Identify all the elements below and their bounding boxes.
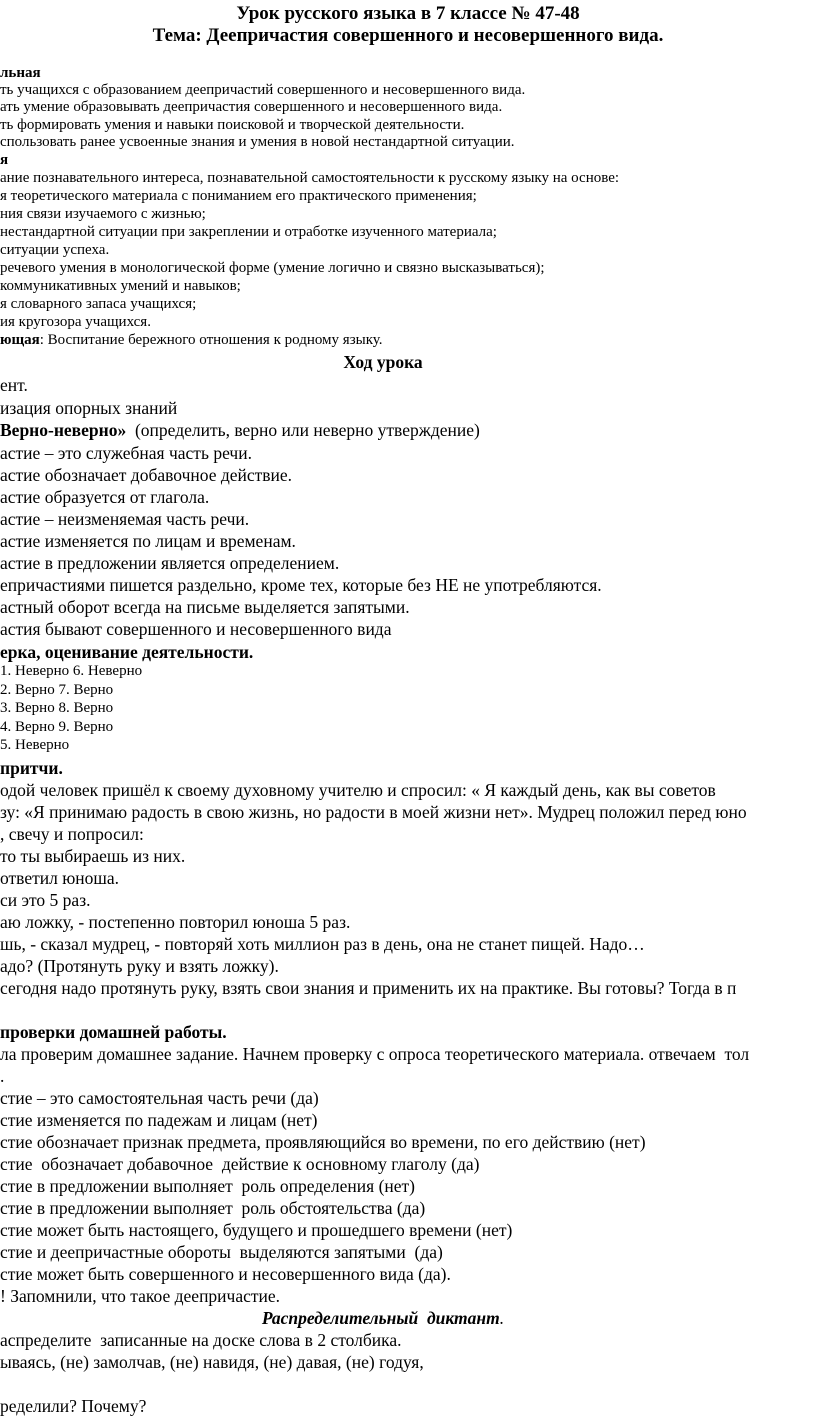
game-description: (определить, верно или неверно утверждение) (126, 420, 480, 440)
statement-item: астие – это служебная часть речи. (0, 443, 252, 463)
document-title-line-1: Урок русского языка в 7 классе № 47-48 (236, 3, 580, 24)
parable-line: зу: «Я принимаю радость в свою жизнь, но радости в моей жизни нет». Мудрец положил перед юно (0, 802, 747, 822)
lesson-course-heading: Ход урока (343, 352, 423, 372)
check-heading: ерка, оценивание деятельности. (0, 642, 254, 662)
homework-item: стие в предложении выполняет роль обстоятельства (да) (0, 1198, 426, 1218)
parable-line: си это 5 раз. (0, 890, 91, 910)
dictation-question: ределили? Почему? (0, 1396, 147, 1416)
parable-line: то ты выбираешь из них. (0, 846, 186, 866)
statement-item: астие образуется от глагола. (0, 487, 210, 507)
dictation-words: ываясь, (не) замолчав, (не) навидя, (не) давая, (не) годуя, (0, 1352, 424, 1372)
goal-line: спользовать ранее усвоенные знания и умения в новой нестандартной ситуации. (0, 134, 515, 150)
goal-line: я теоретического материала с пониманием его практического применения; (0, 188, 477, 204)
homework-heading: проверки домашней работы. (0, 1022, 227, 1042)
parable-line: одой человек пришёл к своему духовному учителю и спросил: « Я каждый день, как вы советов (0, 780, 716, 800)
statement-item: астие изменяется по лицам и временам. (0, 531, 296, 551)
game-line (0, 422, 480, 440)
parable-line: шь, - сказал мудрец, - повторяй хоть миллион раз в день, она не станет пищей. Надо… (0, 934, 645, 954)
goal-line: ия кругозора учащихся. (0, 314, 151, 330)
answer-line: 3. Верно 8. Верно (0, 700, 114, 716)
parable-heading: притчи. (0, 758, 63, 778)
goal-line: коммуникативных умений и навыков; (0, 278, 241, 294)
answer-line: 4. Верно 9. Верно (0, 719, 114, 735)
org-moment: ент. (0, 375, 28, 395)
homework-intro-line: . (0, 1066, 5, 1086)
parable-line: ответил юноша. (0, 868, 120, 888)
parable-line: аю ложку, - постепенно повторил юноша 5 раз. (0, 912, 351, 932)
statement-item: астие в предложении является определением. (0, 553, 340, 573)
homework-item: стие обозначает признак предмета, проявляющийся во времени, по его действию (нет) (0, 1132, 646, 1152)
goal-line: я словарного запаса учащихся; (0, 296, 197, 312)
dictation-task: аспределите записанные на доске слова в 2 столбика. (0, 1330, 402, 1350)
homework-item: стие обозначает добавочное действие к основному глаголу (да) (0, 1154, 480, 1174)
homework-item: стие может быть совершенного и несовершенного вида (да). (0, 1264, 451, 1284)
goal-line: ния связи изучаемого с жизнью; (0, 206, 206, 222)
homework-item: стие изменяется по падежам и лицам (нет) (0, 1110, 318, 1130)
goal-line: ть формировать умения и навыки поисковой и творческой деятельности. (0, 117, 465, 133)
statement-item: астия бывают совершенного и несовершенного вида (0, 619, 392, 639)
document-title-line-2: Тема: Деепричастия совершенного и несовершенного вида. (152, 25, 664, 46)
educational-goal-label: ющая (0, 332, 40, 348)
goal-line: ситуации успеха. (0, 242, 110, 258)
goal-line: ание познавательного интереса, познавательной самостоятельности к русскому языку на основе: (0, 170, 620, 186)
goal-heading-developing: я (0, 152, 9, 168)
homework-item: стие и деепричастные обороты выделяются запятыми (да) (0, 1242, 443, 1262)
educational-goal (0, 333, 383, 348)
goal-line: нестандартной ситуации при закреплении и отработке изученного материала; (0, 224, 497, 240)
parable-line: сегодня надо протянуть руку, взять свои знания и применить их на практике. Вы готовы? Тогда в п (0, 978, 737, 998)
homework-intro-line: ла проверим домашнее задание. Начнем проверку с опроса теоретического материала. отвечаем тол (0, 1044, 750, 1064)
homework-item: ! Запомнили, что такое деепричастие. (0, 1286, 281, 1306)
parable-line: адо? (Протянуть руку и взять ложку). (0, 956, 279, 976)
homework-item: стие в предложении выполняет роль определения (нет) (0, 1176, 416, 1196)
dictation-heading (0, 1310, 766, 1328)
homework-item: стие – это самостоятельная часть речи (да) (0, 1088, 319, 1108)
homework-item: стие может быть настоящего, будущего и прошедшего времени (нет) (0, 1220, 513, 1240)
dictation-heading-text: Распределительный диктант (261, 1308, 500, 1328)
goal-line: ть учащихся с образованием деепричастий совершенного и несовершенного вида. (0, 82, 526, 98)
statement-item: епричастиями пишется раздельно, кроме тех, которые без НЕ не употребляются. (0, 575, 602, 595)
answer-line: 1. Неверно 6. Неверно (0, 663, 143, 679)
dictation-heading-period: . (499, 1308, 505, 1328)
parable-line: , свечу и попросил: (0, 824, 144, 844)
game-name: Верно-неверно» (0, 420, 127, 440)
actualization-line: изация опорных знаний (0, 398, 178, 418)
statement-item: астие обозначает добавочное действие. (0, 465, 293, 485)
answer-line: 2. Верно 7. Верно (0, 682, 114, 698)
educational-goal-text: : Воспитание бережного отношения к родному языку. (39, 332, 383, 348)
answer-line: 5. Неверно (0, 737, 70, 753)
goal-line: ать умение образовывать деепричастия совершенного и несовершенного вида. (0, 99, 503, 115)
goal-line: речевого умения в монологической форме (умение логично и связно высказываться); (0, 260, 545, 276)
goal-heading-learning: льная (0, 65, 41, 81)
statement-item: астный оборот всегда на письме выделяется запятыми. (0, 597, 410, 617)
statement-item: астие – неизменяемая часть речи. (0, 509, 250, 529)
